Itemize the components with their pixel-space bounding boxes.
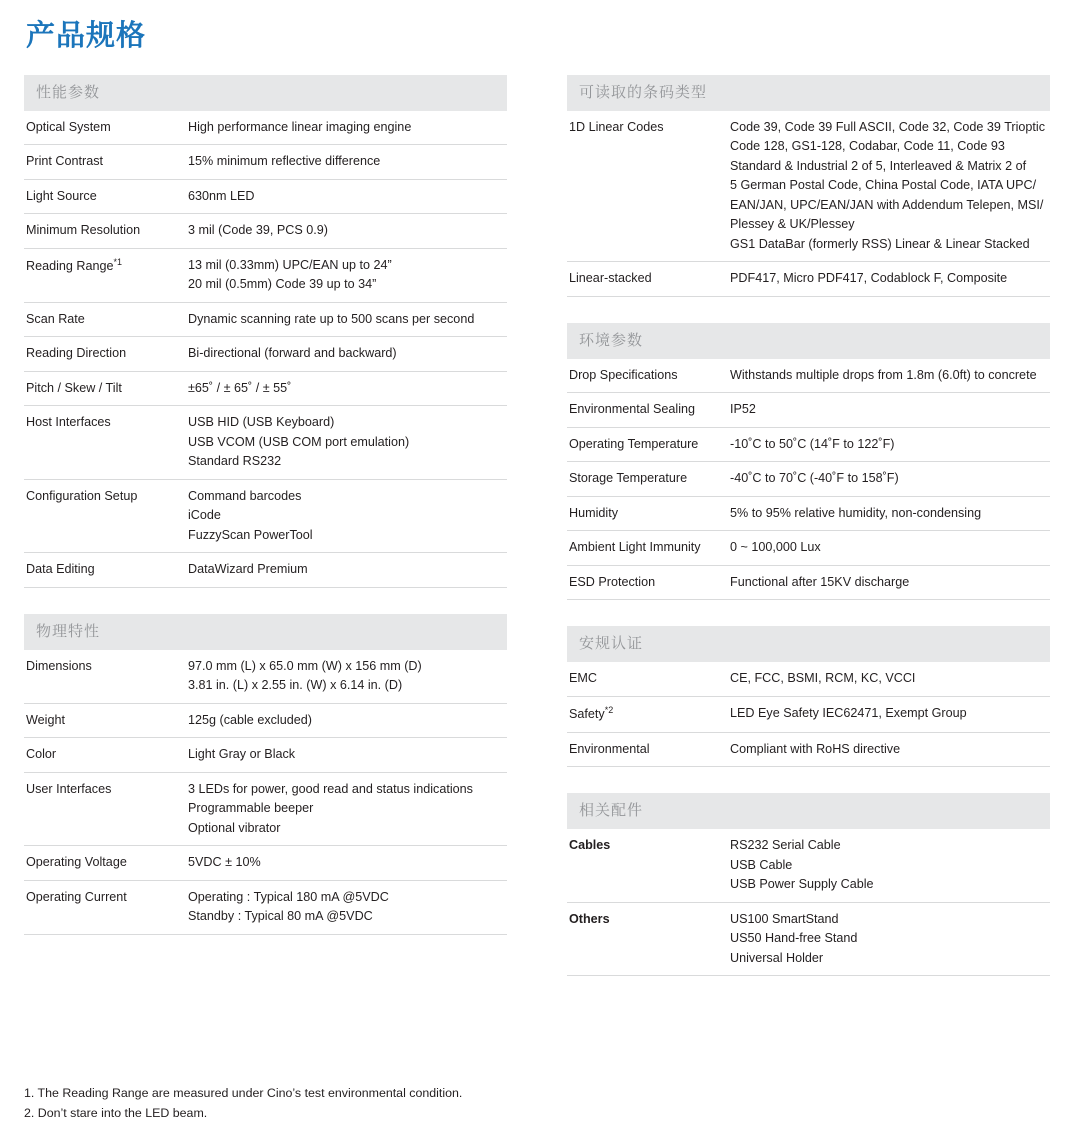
spec-label-text: Scan Rate [26,311,85,326]
table-row [24,772,507,846]
spec-label [567,111,728,262]
spec-value-line: US100 SmartStand [730,911,839,926]
spec-label [567,393,728,428]
spec-label-text: Safety [569,707,605,722]
spec-value [186,738,507,773]
spec-value [728,262,1050,297]
spec-label-text: Environmental [569,741,650,756]
footnote-line: 2. Don’t stare into the LED beam. [24,1106,208,1121]
table-row [567,359,1050,393]
spec-value-line: USB HID (USB Keyboard) [188,415,335,430]
spec-label-text: Storage Temperature [569,471,688,486]
table-row [567,696,1050,732]
spec-value-line: Bi-directional (forward and backward) [188,346,397,361]
spec-label [567,531,728,566]
spec-table [24,111,507,588]
spec-table [567,829,1050,976]
table-row [567,462,1050,497]
table-row [24,880,507,934]
right-column [567,75,1050,1003]
spec-section [567,793,1050,976]
spec-label [24,772,186,846]
spec-label-text: Minimum Resolution [26,223,141,238]
spec-label-text: Cables [569,838,611,853]
spec-label-text: Operating Voltage [26,855,127,870]
spec-value-line: Operating : Typical 180 mA @5VDC [188,889,389,904]
spec-label [24,302,186,337]
spec-value [186,371,507,406]
spec-label [24,214,186,249]
spec-section [24,75,507,588]
spec-label-text: 1D Linear Codes [569,119,664,134]
table-row [24,406,507,480]
table-row [24,214,507,249]
spec-value-line: 5VDC ± 10% [188,855,261,870]
spec-label-text: Humidity [569,505,618,520]
table-row [24,179,507,214]
section-header: 安规认证 [567,626,1050,662]
spec-value-line: 0 ~ 100,000 Lux [730,540,821,555]
spec-value-line: PDF417, Micro PDF417, Codablock F, Composite [730,271,1008,286]
spec-value-line: Standard & Industrial 2 of 5, Interleaved & Matrix 2 of [730,158,1027,173]
spec-value [728,496,1050,531]
spec-label-text: Data Editing [26,562,95,577]
spec-value [728,427,1050,462]
spec-value [728,696,1050,732]
spec-value [186,111,507,145]
spec-value [728,732,1050,767]
table-row [24,846,507,881]
spec-value-line: Programmable beeper [188,801,314,816]
spec-value [728,393,1050,428]
spec-label [24,650,186,704]
spec-value [186,650,507,704]
spec-label [567,462,728,497]
spec-section [567,323,1050,601]
spec-value-line: LED Eye Safety IEC62471, Exempt Group [730,705,967,720]
spec-label-text: Reading Range [26,258,114,273]
spec-label [24,846,186,881]
spec-label-text: Weight [26,712,65,727]
section-header: 性能参数 [24,75,507,111]
left-column [24,75,507,1003]
spec-table [24,650,507,935]
table-row [567,565,1050,600]
spec-label [24,248,186,302]
spec-value [728,565,1050,600]
spec-label [567,565,728,600]
spec-value-line: USB VCOM (USB COM port emulation) [188,434,410,449]
spec-table [567,662,1050,767]
spec-label [24,337,186,372]
spec-value-line: Standby : Typical 80 mA @5VDC [188,909,373,924]
spec-label [567,829,728,902]
spec-label [24,553,186,588]
spec-value-line: RS232 Serial Cable [730,838,841,853]
table-row [24,111,507,145]
spec-label-text: EMC [569,671,597,686]
spec-value-line: Plessey & UK/Plessey [730,217,855,232]
spec-label-text: ESD Protection [569,574,656,589]
spec-table [567,359,1050,601]
spec-label-text: Pitch / Skew / Tilt [26,380,122,395]
table-row [567,496,1050,531]
spec-value [728,902,1050,976]
spec-value-line: Code 128, GS1-128, Codabar, Code 11, Code 93 [730,139,1005,154]
spec-value [186,337,507,372]
table-row [24,479,507,553]
spec-label-text: Print Contrast [26,154,103,169]
spec-label [567,262,728,297]
spec-label [567,696,728,732]
spec-label [567,496,728,531]
spec-value-line: Code 39, Code 39 Full ASCII, Code 32, Code 39 Trioptic [730,119,1046,134]
spec-value-line: CE, FCC, BSMI, RCM, KC, VCCI [730,671,916,686]
spec-label [567,732,728,767]
table-row [567,732,1050,767]
spec-value [186,406,507,480]
spec-value [186,248,507,302]
table-row [24,371,507,406]
spec-label [24,703,186,738]
spec-label [24,371,186,406]
spec-value-line: 3 mil (Code 39, PCS 0.9) [188,223,328,238]
table-row [567,902,1050,976]
spec-value-line: -40˚C to 70˚C (-40˚F to 158˚F) [730,471,899,486]
spec-value-line: High performance linear imaging engine [188,119,412,134]
spec-value-line: Withstands multiple drops from 1.8m (6.0ft) to concrete [730,367,1037,382]
spec-value [728,111,1050,262]
spec-value-line: 5% to 95% relative humidity, non-condensing [730,505,982,520]
page-title: 产品规格 [26,20,147,52]
section-header: 物理特性 [24,614,507,650]
spec-label-text: Reading Direction [26,346,127,361]
spec-value-line: EAN/JAN, UPC/EAN/JAN with Addendum Telepen, MSI/ [730,197,1044,212]
table-row [567,531,1050,566]
spec-value-line: 5 German Postal Code, China Postal Code, IATA UPC/ [730,178,1037,193]
spec-value [728,829,1050,902]
spec-value-line: USB Power Supply Cable [730,877,874,892]
footnotes [24,1084,462,1124]
table-row [567,662,1050,696]
spec-value [186,880,507,934]
spec-label-text: Dimensions [26,658,92,673]
table-row [24,145,507,180]
spec-value [186,179,507,214]
spec-label-text: Operating Current [26,889,127,904]
spec-value-line: 3 LEDs for power, good read and status indications [188,781,473,796]
table-row [24,553,507,588]
table-row [567,427,1050,462]
spec-value [186,145,507,180]
table-row [24,703,507,738]
spec-label [24,406,186,480]
spec-section [24,614,507,935]
table-row [24,337,507,372]
spec-value [186,703,507,738]
spec-value [186,846,507,881]
spec-value-line: Functional after 15KV discharge [730,574,910,589]
section-header: 可读取的条码类型 [567,75,1050,111]
spec-value-line: Command barcodes [188,488,302,503]
spec-label [24,111,186,145]
spec-value [186,302,507,337]
spec-value-line: 125g (cable excluded) [188,712,312,727]
spec-value [186,772,507,846]
spec-label [24,479,186,553]
spec-value-line: Compliant with RoHS directive [730,741,901,756]
spec-value-line: 97.0 mm (L) x 65.0 mm (W) x 156 mm (D) [188,658,422,673]
spec-value [728,359,1050,393]
spec-value-line: 630nm LED [188,188,255,203]
spec-value-line: -10˚C to 50˚C (14˚F to 122˚F) [730,436,895,451]
spec-value-line: Light Gray or Black [188,747,296,762]
spec-label-text: Light Source [26,188,97,203]
spec-value-line: IP52 [730,402,756,417]
table-row [24,650,507,704]
spec-label [24,145,186,180]
spec-value [186,553,507,588]
spec-sheet-page [0,16,1089,1140]
spec-label-text: Drop Specifications [569,367,678,382]
spec-columns [24,75,1065,1003]
spec-label-text: Ambient Light Immunity [569,540,701,555]
spec-value-line: 13 mil (0.33mm) UPC/EAN up to 24” [188,257,392,272]
spec-label [567,427,728,462]
spec-value-line: USB Cable [730,857,793,872]
spec-label-text: Linear-stacked [569,271,652,286]
spec-value [728,662,1050,696]
spec-value [186,479,507,553]
section-header: 环境参数 [567,323,1050,359]
spec-value-line: Universal Holder [730,950,824,965]
table-row [567,393,1050,428]
spec-value [728,531,1050,566]
spec-label-text: Host Interfaces [26,415,111,430]
table-row [24,302,507,337]
spec-value [186,214,507,249]
footnote-marker: *2 [604,704,614,715]
table-row [567,829,1050,902]
table-row [24,248,507,302]
spec-label-text: Configuration Setup [26,488,138,503]
spec-label-text: Color [26,747,57,762]
table-row [567,111,1050,262]
table-row [567,262,1050,297]
spec-value-line: DataWizard Premium [188,562,308,577]
spec-label [24,880,186,934]
spec-value-line: ±65˚ / ± 65˚ / ± 55˚ [188,380,292,395]
spec-label [24,738,186,773]
spec-value-line: Dynamic scanning rate up to 500 scans per second [188,311,475,326]
spec-label [24,179,186,214]
table-row [24,738,507,773]
spec-section [567,626,1050,767]
footnote-line: 1. The Reading Range are measured under Cino’s test environmental condition. [24,1086,463,1101]
spec-label-text: Environmental Sealing [569,402,696,417]
spec-value-line: Standard RS232 [188,454,282,469]
spec-section [567,75,1050,297]
footnote-marker: *1 [113,256,123,267]
spec-value-line: FuzzyScan PowerTool [188,527,313,542]
spec-value-line: 3.81 in. (L) x 2.55 in. (W) x 6.14 in. (D) [188,678,403,693]
spec-value-line: Optional vibrator [188,820,281,835]
spec-label [567,359,728,393]
spec-value-line: iCode [188,508,221,523]
spec-table [567,111,1050,297]
spec-label-text: Optical System [26,119,111,134]
spec-value-line: US50 Hand-free Stand [730,931,858,946]
spec-value [728,462,1050,497]
spec-value-line: 15% minimum reflective difference [188,154,381,169]
spec-value-line: 20 mil (0.5mm) Code 39 up to 34” [188,277,377,292]
spec-value-line: GS1 DataBar (formerly RSS) Linear & Linear Stacked [730,236,1030,251]
spec-label [567,662,728,696]
spec-label-text: User Interfaces [26,781,112,796]
section-header: 相关配件 [567,793,1050,829]
spec-label-text: Others [569,911,610,926]
spec-label-text: Operating Temperature [569,436,699,451]
spec-label [567,902,728,976]
